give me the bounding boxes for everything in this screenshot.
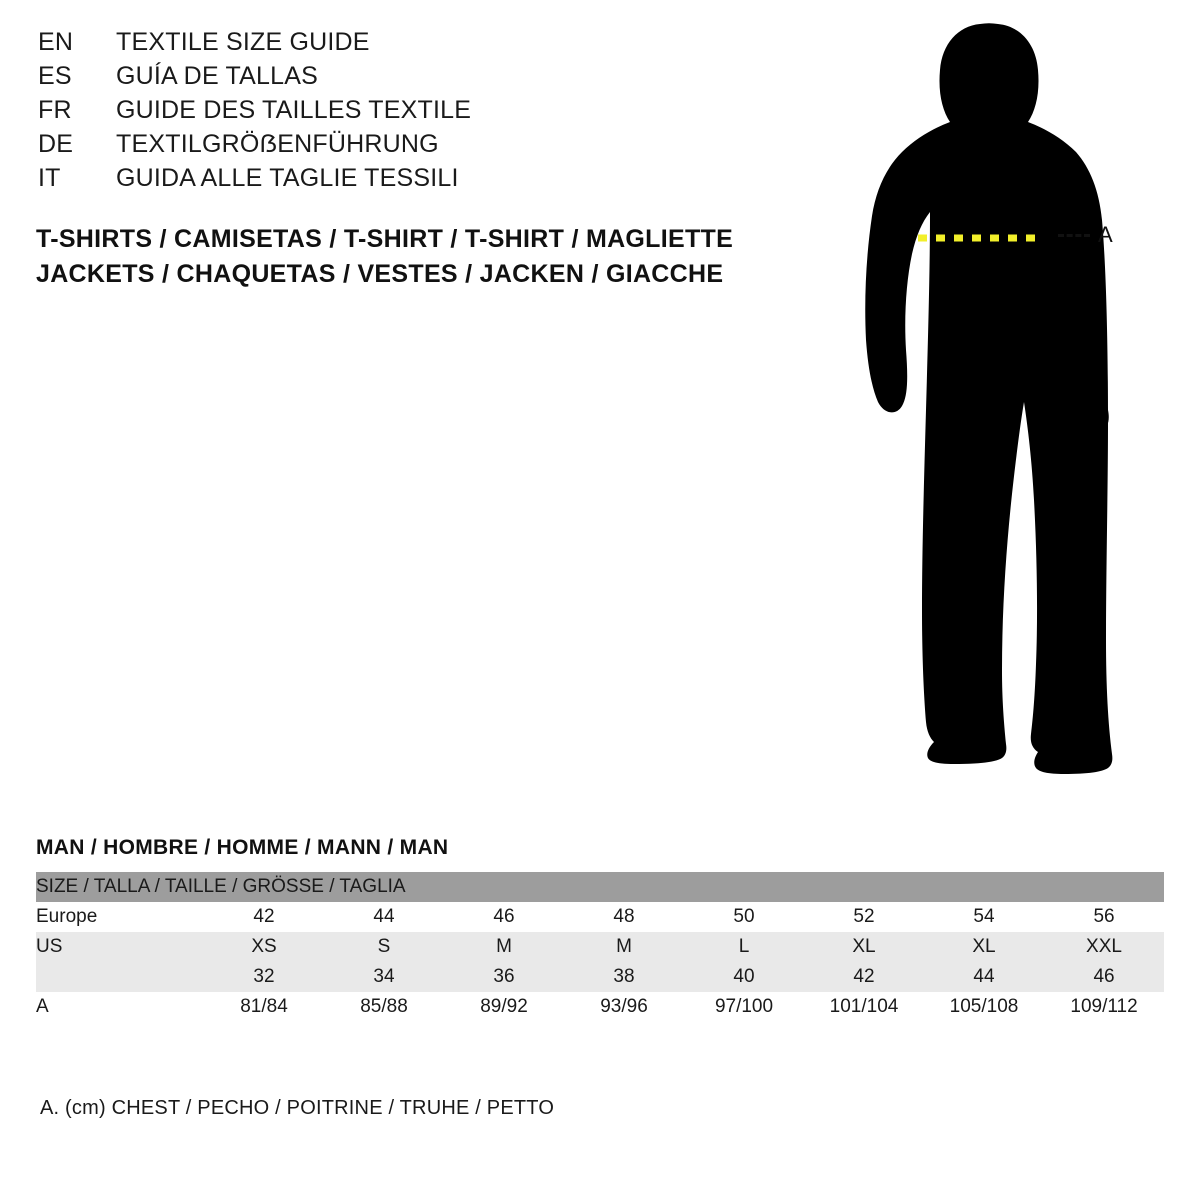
table-cell: 89/92 [444, 992, 564, 1022]
table-cell: 81/84 [204, 992, 324, 1022]
garment-category-tshirts: T-SHIRTS / CAMISETAS / T-SHIRT / T-SHIRT / MAGLIETTE [36, 225, 734, 253]
row-label-a: A [36, 992, 204, 1022]
table-gender-title: MAN / HOMBRE / HOMME / MANN / MAN [36, 836, 449, 859]
table-cell: 36 [444, 962, 564, 992]
size-table-section [36, 836, 1164, 1022]
language-row [38, 130, 758, 164]
table-row [36, 992, 1164, 1022]
table-cell: 34 [324, 962, 444, 992]
table-cell: 38 [564, 962, 684, 992]
table-cell: 42 [804, 962, 924, 992]
table-cell: XS [204, 932, 324, 962]
table-header-label: SIZE / TALLA / TAILLE / GRÖSSE / TAGLIA [36, 872, 1164, 902]
table-cell: 46 [1044, 962, 1164, 992]
row-label-us-numeric [36, 962, 204, 992]
size-table [36, 872, 1164, 1022]
language-list [38, 28, 758, 198]
table-row [36, 962, 1164, 992]
language-code: FR [38, 96, 72, 124]
language-row [38, 164, 758, 198]
language-code: EN [38, 28, 74, 56]
table-cell: 52 [804, 902, 924, 932]
table-cell: M [444, 932, 564, 962]
table-cell: 46 [444, 902, 564, 932]
chest-measure-line [830, 10, 1170, 800]
table-cell: 101/104 [804, 992, 924, 1022]
garment-category-list [36, 222, 733, 292]
table-row [36, 932, 1164, 962]
table-cell: 54 [924, 902, 1044, 932]
table-cell: 105/108 [924, 992, 1044, 1022]
table-cell: M [564, 932, 684, 962]
language-text: GUIDA ALLE TAGLIE TESSILI [116, 164, 459, 192]
table-cell: 48 [564, 902, 684, 932]
language-text: GUÍA DE TALLAS [116, 62, 318, 90]
table-cell: 109/112 [1044, 992, 1164, 1022]
measurement-footnote: A. (cm) CHEST / PECHO / POITRINE / TRUHE / PETTO [40, 1097, 555, 1119]
table-cell: XL [804, 932, 924, 962]
table-header-row [36, 872, 1164, 902]
language-code: ES [38, 62, 72, 90]
table-row [36, 902, 1164, 932]
language-text: GUIDE DES TAILLES TEXTILE [116, 96, 472, 124]
table-cell: S [324, 932, 444, 962]
table-cell: 97/100 [684, 992, 804, 1022]
language-code: DE [38, 130, 74, 158]
language-row [38, 96, 758, 130]
row-label-europe: Europe [36, 902, 204, 932]
language-row [38, 62, 758, 96]
language-text: TEXTILE SIZE GUIDE [116, 28, 370, 56]
table-cell: 44 [924, 962, 1044, 992]
row-label-us: US [36, 932, 204, 962]
table-cell: 50 [684, 902, 804, 932]
table-cell: 93/96 [564, 992, 684, 1022]
table-cell: XL [924, 932, 1044, 962]
table-cell: 44 [324, 902, 444, 932]
language-row [38, 28, 758, 62]
table-cell: 85/88 [324, 992, 444, 1022]
garment-category-jackets: JACKETS / CHAQUETAS / VESTES / JACKEN / GIACCHE [36, 260, 724, 288]
table-cell: L [684, 932, 804, 962]
table-cell: 32 [204, 962, 324, 992]
language-text: TEXTILGRÖẞENFÜHRUNG [116, 130, 439, 158]
table-cell: 40 [684, 962, 804, 992]
table-cell: 42 [204, 902, 324, 932]
measure-leader-line [1058, 234, 1090, 237]
table-cell: XXL [1044, 932, 1164, 962]
table-cell: 56 [1044, 902, 1164, 932]
measure-label-a: A [1098, 222, 1114, 247]
language-code: IT [38, 164, 61, 192]
